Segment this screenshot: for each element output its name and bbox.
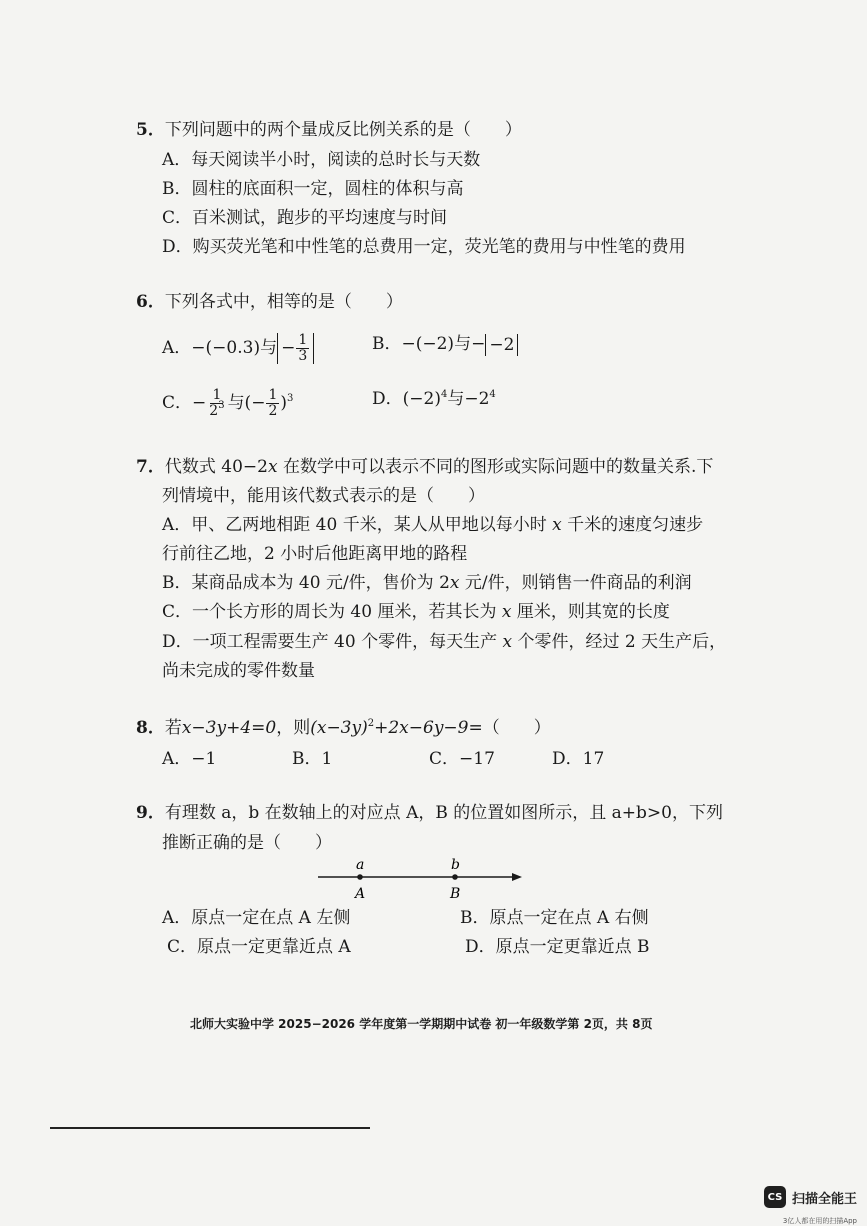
absolute-value: −2: [485, 334, 518, 356]
fraction: $\frac{1}{3}$: [298, 332, 308, 364]
label-a-upper: A: [355, 886, 366, 902]
scanner-tagline: 3亿人都在用的扫描App: [782, 1217, 857, 1225]
question-9-option-b: B．原点一定在点 A 右侧: [460, 908, 649, 928]
question-8-option-a: A．−1: [162, 749, 217, 769]
number-line-figure: [310, 855, 530, 905]
question-7-option-d: D．一项工程需要生产 40 个零件，每天生产 x 个零件，经过 2 天生产后，: [162, 632, 727, 652]
arrow-head-icon: [512, 873, 522, 881]
fraction: $\frac{1}{2}$: [268, 387, 278, 419]
question-7-option-a-line2: 行前往乙地，2 小时后他距离甲地的路程: [162, 544, 468, 564]
question-6-option-c: C．− $\frac{1}{2^3}$ 与(− $\frac{1}{2}$ )$^3$: [162, 387, 294, 419]
question-7-option-b: B．某商品成本为 40 元/件，售价为 2x 元/件，则销售一件商品的利润: [162, 573, 692, 593]
fraction: $\frac{1}{2^3}$: [209, 387, 225, 419]
scanner-watermark: [764, 1186, 857, 1208]
question-5-option-d: D．购买荧光笔和中性笔的总费用一定，荧光笔的费用与中性笔的费用: [162, 237, 686, 257]
point-a: [357, 874, 363, 880]
question-9-option-d: D．原点一定更靠近点 B: [465, 937, 650, 957]
question-9-stem-line2: 推断正确的是（ ）: [162, 833, 332, 853]
question-7-option-d-line2: 尚未完成的零件数量: [162, 661, 315, 681]
page-footer: 北师大实验中学 2025−2026 学年度第一学期期中试卷 初一年级数学第 2页，共 8页: [190, 1017, 653, 1031]
question-6-option-b: B．−(−2)与− −2: [372, 333, 518, 356]
question-5-option-c: C．百米测试，跑步的平均速度与时间: [162, 208, 448, 228]
scanner-logo-icon: CS: [764, 1186, 786, 1208]
point-b: [452, 874, 458, 880]
question-8-stem: 8．若x−3y+4=0，则$(x-3y)^2+2x-6y-9=$（ ）: [136, 718, 551, 738]
question-5-option-b: B．圆柱的底面积一定，圆柱的体积与高: [162, 179, 464, 199]
question-7-option-a: A．甲、乙两地相距 40 千米，某人从甲地以每小时 x 千米的速度匀速步: [162, 515, 704, 535]
label-b-upper: B: [450, 886, 461, 902]
question-6-stem: 6．下列各式中，相等的是（ ）: [136, 292, 403, 312]
absolute-value: − $\frac{1}{3}$: [277, 333, 314, 364]
scanner-name: 扫描全能王: [791, 1191, 857, 1207]
label-a-lower: a: [356, 857, 365, 873]
question-8-option-d: D．17: [552, 749, 605, 769]
question-7-option-c: C．一个长方形的周长为 40 厘米，若其长为 x 厘米，则其宽的长度: [162, 602, 670, 622]
question-9-stem: 9．有理数 a，b 在数轴上的对应点 A，B 的位置如图所示，且 a+b>0，下列: [136, 803, 723, 823]
question-8-option-c: C．−17: [429, 749, 495, 769]
question-5-option-a: A．每天阅读半小时，阅读的总时长与天数: [162, 150, 481, 170]
question-5-stem: 5．下列问题中的两个量成反比例关系的是（ ）: [136, 120, 522, 140]
divider-line: [50, 1127, 370, 1129]
question-8-option-b: B．1: [292, 749, 333, 769]
question-6-option-d: D．$(-2)^4$与$-2^4$: [372, 389, 496, 409]
question-7-stem-line2: 列情境中，能用该代数式表示的是（ ）: [162, 486, 485, 506]
question-9-option-c: C．原点一定更靠近点 A: [167, 937, 351, 957]
question-7-stem: 7．代数式 40−2x 在数学中可以表示不同的图形或实际问题中的数量关系.下: [136, 457, 714, 477]
label-b-lower: b: [451, 857, 460, 873]
question-9-option-a: A．原点一定在点 A 左侧: [162, 908, 351, 928]
question-6-option-a: A．−(−0.3)与 − $\frac{1}{3}$: [162, 333, 314, 364]
